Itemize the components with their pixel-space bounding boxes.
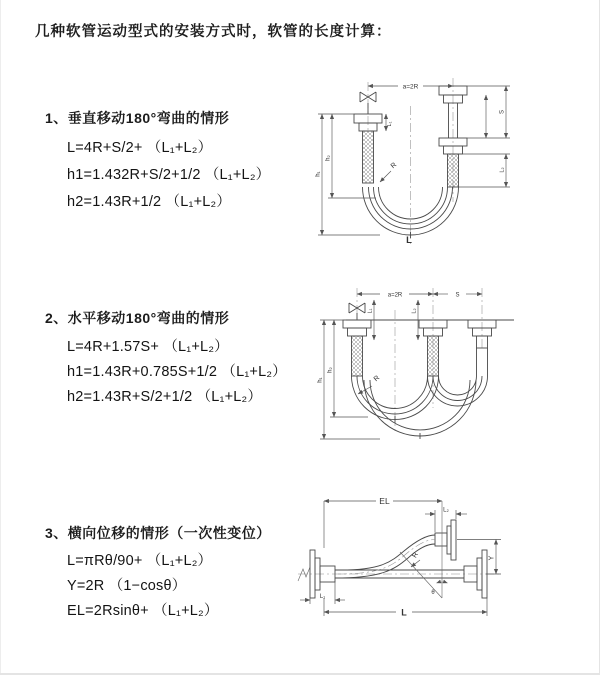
diagram-vertical-180-bend [310, 70, 550, 254]
dim-label-length: L [406, 235, 412, 246]
hose-s-curve [335, 535, 435, 578]
page-title: 几种软管运动型式的安装方式时，软管的长度计算： [35, 24, 392, 40]
dim-label-el: EL [379, 496, 390, 506]
dim-label-h2: h₂ [325, 155, 332, 161]
dim-label-l1: L₁ [367, 308, 374, 314]
dimensions [300, 496, 501, 618]
dim-label-span: a=2R [402, 83, 419, 91]
hose-u-arcs [352, 376, 488, 439]
dim-label-l1: L₁ [319, 594, 326, 600]
section-2-formula-L: L=4R+1.57S+ （L₁+L₂） [67, 339, 229, 355]
dim-label-l2: L₂ [411, 308, 418, 314]
dim-label-length: L [401, 607, 407, 618]
section-1-formula-h1: h1=1.432R+S/2+1/2 （L₁+L₂） [67, 167, 271, 183]
section-1-formula-L: L=4R+S/2+ （L₁+L₂） [67, 140, 213, 156]
dimensions [316, 84, 511, 247]
dim-label-r: R [389, 161, 399, 171]
dim-label-h1: h₁ [317, 377, 324, 383]
section-1-heading: 1、垂直移动180°弯曲的情形 [45, 110, 230, 126]
section-1-formula-h2: h2=1.43R+1/2 （L₁+L₂） [67, 194, 232, 210]
diagram-lateral-displacement [296, 488, 566, 638]
dim-label-y: Y [488, 555, 496, 561]
section-2-formula-h2: h2=1.43R+S/2+1/2 （L₁+L₂） [67, 389, 263, 405]
dim-label-s: S [499, 109, 506, 115]
section-3-formula-L: L=πRθ/90+ （L₁+L₂） [67, 553, 213, 569]
dim-label-theta: θ [431, 590, 435, 596]
upper-flange [435, 520, 456, 560]
dim-label-r: R [372, 374, 382, 384]
section-3-formula-EL: EL=2Rsinθ+ （L₁+L₂） [67, 603, 219, 619]
diagram-horizontal-180-bend [310, 280, 550, 464]
radius-construction [400, 501, 448, 598]
section-2-heading: 2、水平移动180°弯曲的情形 [45, 310, 230, 326]
dim-label-r: R [411, 551, 420, 560]
dim-label-s: S [455, 292, 460, 299]
left-fitting [343, 320, 371, 376]
section-2-formula-h1: h1=1.43R+0.785S+1/2 （L₁+L₂） [67, 364, 287, 380]
dim-label-l2: L₂ [499, 167, 506, 173]
section-3-heading: 3、横向位移的情形（一次性变位） [45, 525, 271, 541]
dimensions [318, 293, 483, 440]
section-3-formula-Y: Y=2R （1−cosθ） [67, 578, 187, 594]
right-fitting [468, 320, 496, 376]
dim-label-l2: L₂ [443, 507, 449, 514]
dim-label-l1: L₁ [387, 121, 393, 127]
middle-fitting [419, 320, 447, 376]
dim-label-h2: h₂ [327, 367, 334, 373]
dim-label-h1: h₁ [315, 171, 322, 177]
dim-label-span: a=2R [387, 292, 403, 299]
